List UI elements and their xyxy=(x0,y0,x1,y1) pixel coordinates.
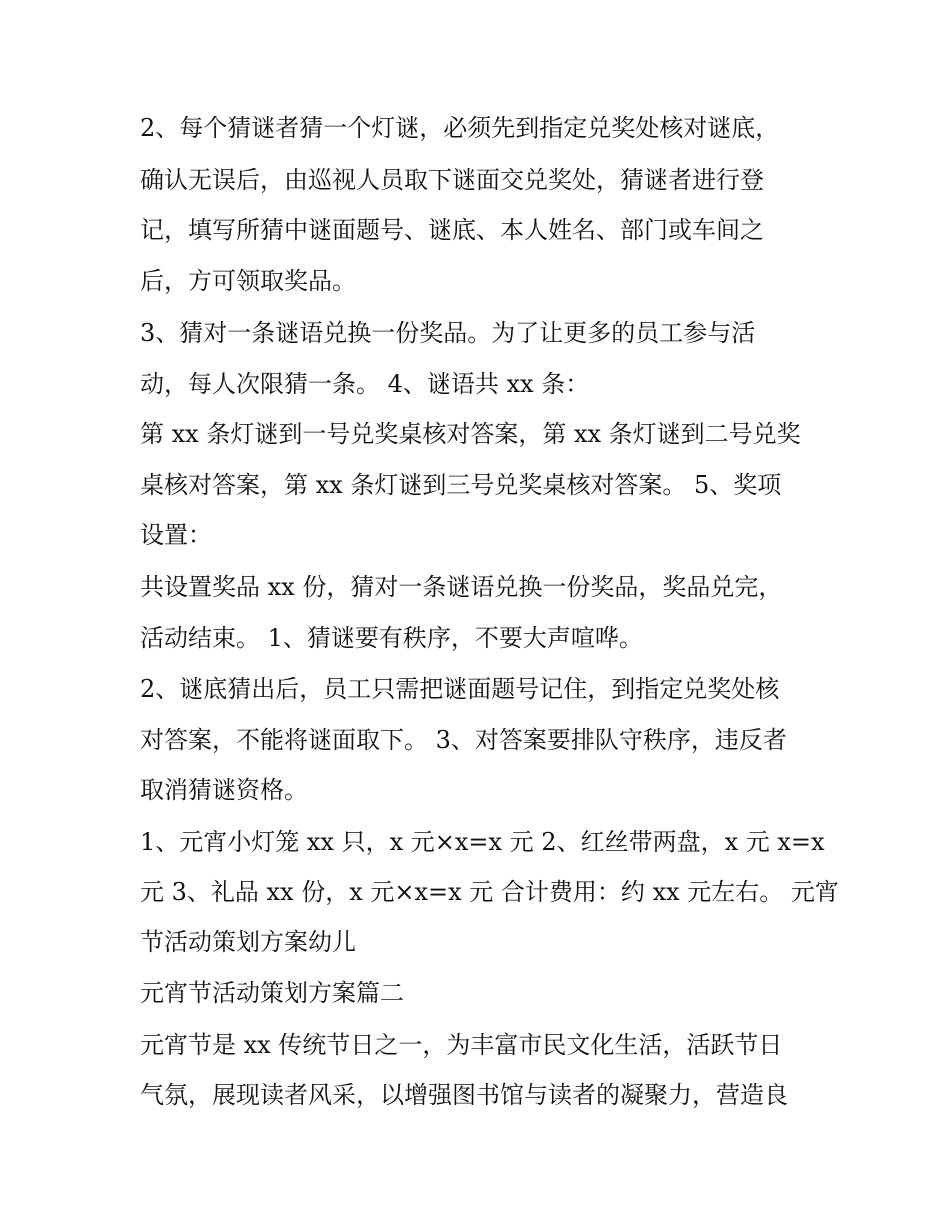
text-line: 节活动策划方案幼儿 xyxy=(140,928,356,956)
text-line: 动，每人次限猜一条。 4、谜语共 xx 条： xyxy=(140,370,590,398)
text-line: 元 3、礼品 xx 份，x 元×x=x 元 合计费用：约 xx 元左右。 元宵 xyxy=(140,878,839,906)
text-line: 第 xx 条灯谜到一号兑奖桌核对答案，第 xx 条灯谜到二号兑奖 xyxy=(140,420,801,448)
text-line: 桌核对答案，第 xx 条灯谜到三号兑奖桌核对答案。 5、奖项 xyxy=(140,471,782,499)
text-line: 设置： xyxy=(140,521,212,549)
text-line: 对答案，不能将谜面取下。 3、对答案要排队守秩序，违反者 xyxy=(140,726,787,754)
text-line: 记，填写所猜中谜面题号、谜底、本人姓名、部门或车间之 xyxy=(140,216,764,244)
text-line: 元宵节活动策划方案篇二 xyxy=(140,979,404,1007)
text-line: 3、猜对一条谜语兑换一份奖品。为了让更多的员工参与活 xyxy=(140,319,756,347)
text-line: 活动结束。 1、猜谜要有秩序，不要大声喧哗。 xyxy=(140,624,643,652)
text-line: 1、元宵小灯笼 xx 只，x 元×x=x 元 2、红丝带两盘，x 元 x=x xyxy=(140,828,825,856)
text-line: 2、谜底猜出后，员工只需把谜面题号记住，到指定兑奖处核 xyxy=(140,675,780,703)
text-line: 2、每个猜谜者猜一个灯谜，必须先到指定兑奖处核对谜底， xyxy=(140,114,780,142)
text-line: 后，方可领取奖品。 xyxy=(140,267,356,295)
text-line: 共设置奖品 xx 份，猜对一条谜语兑换一份奖品，奖品兑完， xyxy=(140,573,783,601)
text-line: 气氛，展现读者风采，以增强图书馆与读者的凝聚力，营造良 xyxy=(140,1081,788,1109)
text-line: 元宵节是 xx 传统节日之一，为丰富市民文化生活，活跃节日 xyxy=(140,1031,783,1059)
text-line: 取消猜谜资格。 xyxy=(140,776,308,804)
text-line: 确认无误后，由巡视人员取下谜面交兑奖处，猜谜者进行登 xyxy=(140,166,764,194)
